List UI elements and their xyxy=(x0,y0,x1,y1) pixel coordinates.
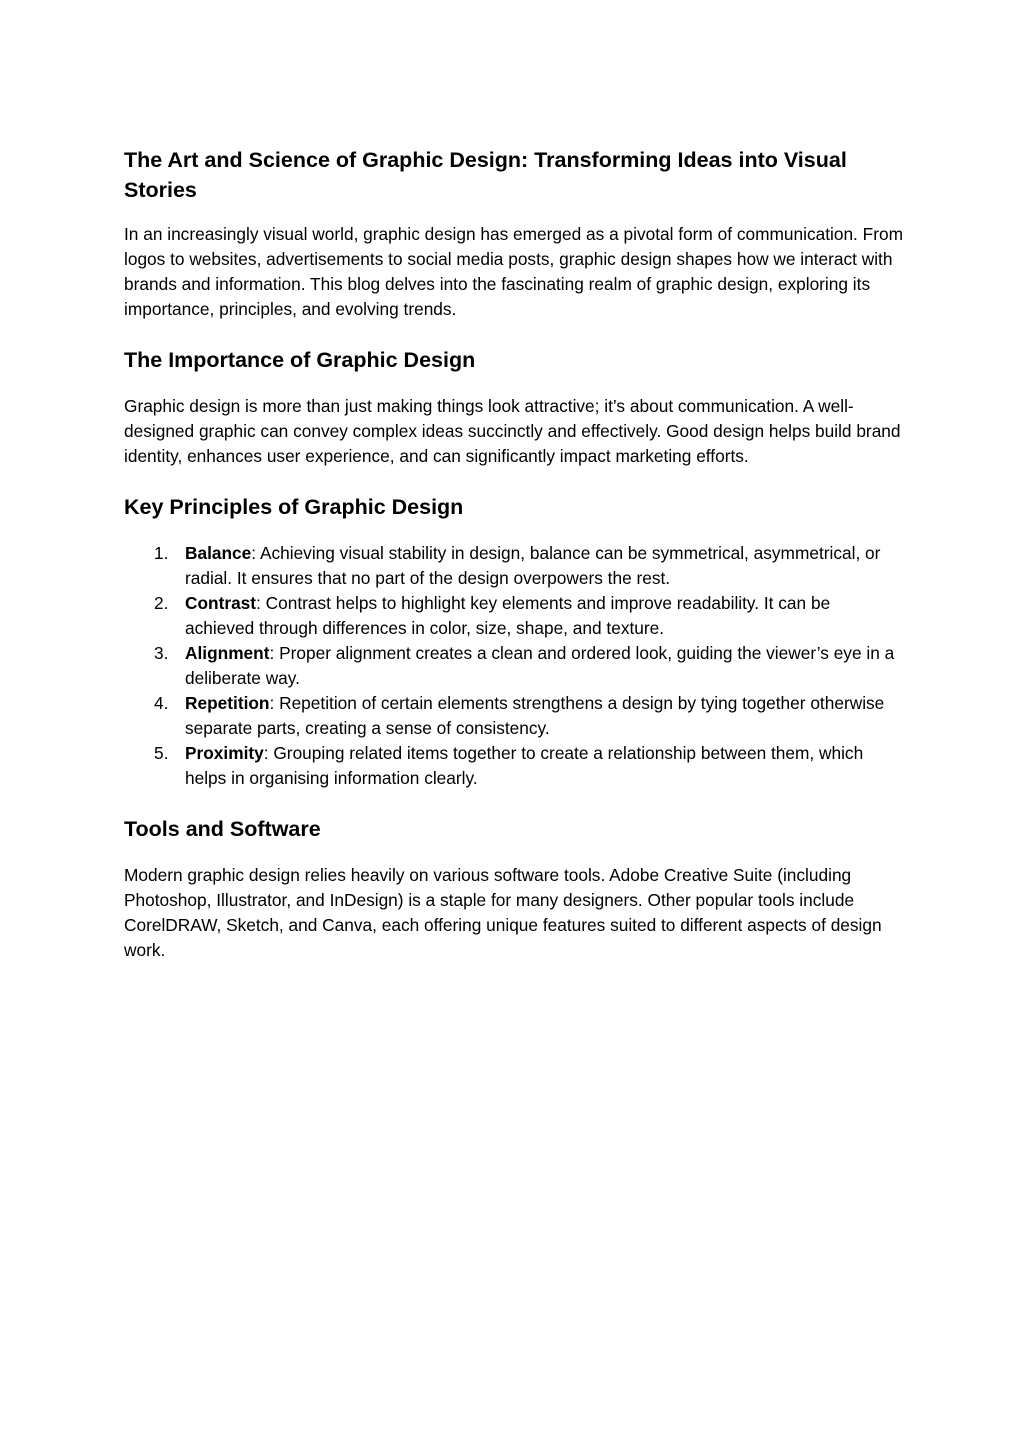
document-page xyxy=(124,145,904,963)
document-title: The Art and Science of Graphic Design: Transforming Ideas into Visual Stories xyxy=(124,148,847,202)
list-item xyxy=(124,691,904,741)
tools-heading: Tools and Software xyxy=(124,817,321,841)
list-item-term: Repetition xyxy=(185,693,270,713)
list-item-number: 4. xyxy=(154,693,169,713)
list-item-text: : Grouping related items together to create a relationship between them, which helps in organising information clearly. xyxy=(185,743,864,788)
list-item-text: : Proper alignment creates a clean and ordered look, guiding the viewer’s eye in a deliberate way. xyxy=(185,643,895,688)
list-item-text: : Repetition of certain elements strengthens a design by tying together otherwise separate parts, creating a sense of consistency. xyxy=(185,693,885,738)
list-item-term: Contrast xyxy=(185,593,257,613)
list-item xyxy=(124,591,904,641)
principles-heading: Key Principles of Graphic Design xyxy=(124,495,464,519)
list-item-text: : Contrast helps to highlight key elements and improve readability. It can be achieved through differences in color, size, shape, and texture. xyxy=(185,593,831,638)
tools-paragraph: Modern graphic design relies heavily on various software tools. Adobe Creative Suite (including Photoshop, Illustrator, and InDesign) is a staple for many designers. Other popular tools include CorelDRAW, Sketch, and Canva, each offering unique features suited to different aspects of design work. xyxy=(124,865,882,960)
list-item-number: 2. xyxy=(154,593,169,613)
intro-paragraph: In an increasingly visual world, graphic design has emerged as a pivotal form of communication. From logos to websites, advertisements to social media posts, graphic design shapes how we interact with brands and information. This blog delves into the fascinating realm of graphic design, exploring its importance, principles, and evolving trends. xyxy=(124,224,903,319)
list-item xyxy=(124,541,904,591)
list-item-term: Alignment xyxy=(185,643,270,663)
principles-list xyxy=(124,541,904,791)
list-item xyxy=(124,741,904,791)
list-item-number: 3. xyxy=(154,643,169,663)
list-item-term: Balance xyxy=(185,543,252,563)
list-item xyxy=(124,641,904,691)
list-item-number: 5. xyxy=(154,743,169,763)
list-item-number: 1. xyxy=(154,543,169,563)
list-item-text: : Achieving visual stability in design, balance can be symmetrical, asymmetrical, or radial. It ensures that no part of the design overpowers the rest. xyxy=(185,543,881,588)
importance-heading: The Importance of Graphic Design xyxy=(124,348,476,372)
list-item-term: Proximity xyxy=(185,743,264,763)
importance-paragraph: Graphic design is more than just making things look attractive; it’s about communication. A well-designed graphic can convey complex ideas succinctly and effectively. Good design helps build brand identity, enhances user experience, and can significantly impact marketing efforts. xyxy=(124,396,901,466)
